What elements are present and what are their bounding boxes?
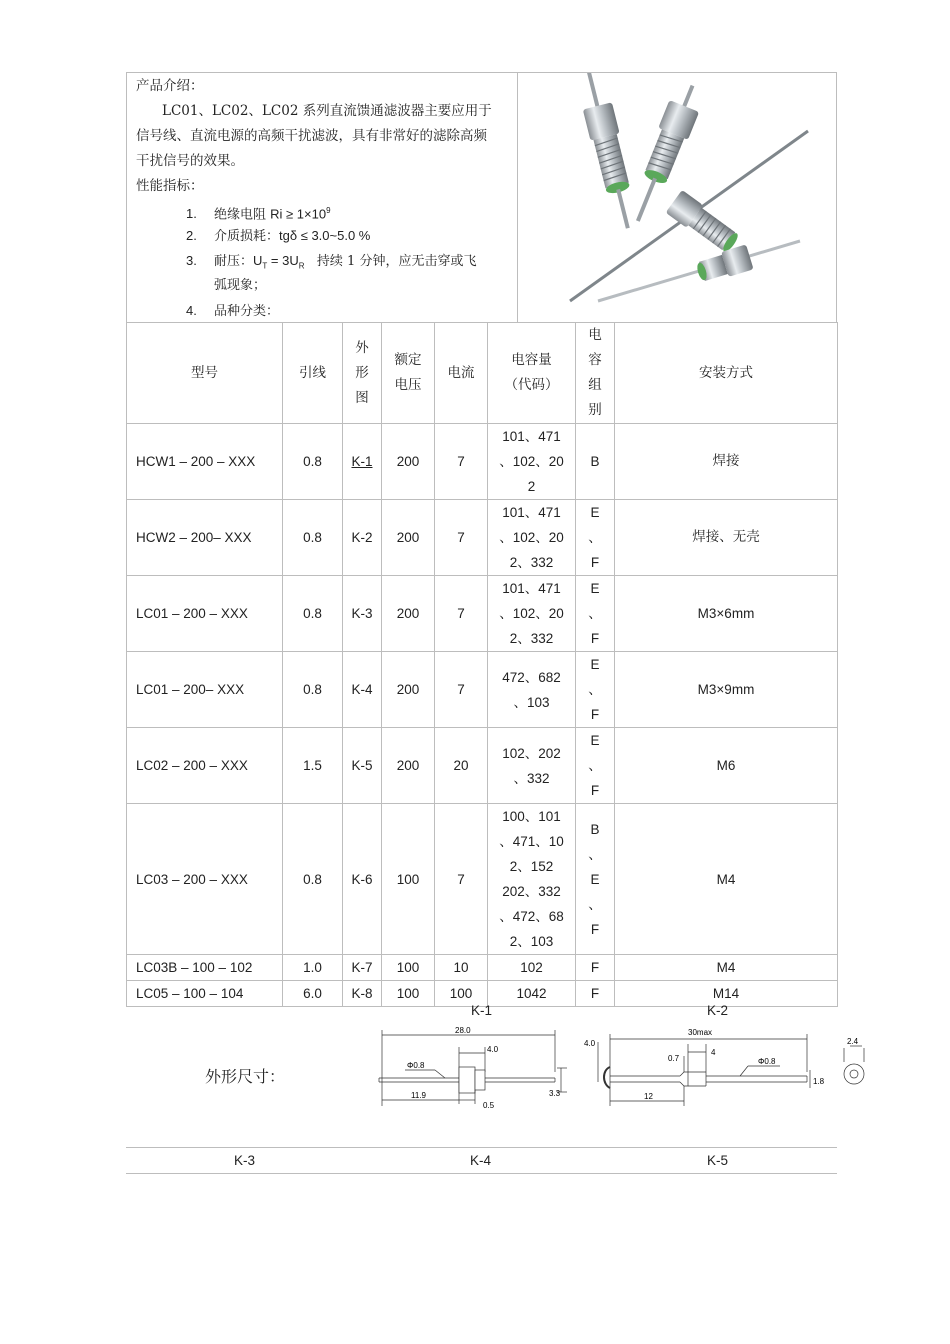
cell-model: LC01 – 200 – XXX [127, 576, 283, 652]
k5-caption: K-5 [707, 1153, 729, 1168]
cell-lead: 1.5 [283, 728, 343, 804]
spec-item-2: 2. 介质损耗：tgδ ≤ 3.0~5.0 % [186, 228, 371, 244]
header-lead: 引线 [283, 323, 343, 424]
table-row [127, 424, 838, 500]
k1-drawing [375, 1022, 575, 1112]
bottom-row-bottom-rule [126, 1173, 837, 1174]
cell-mount: M6 [615, 728, 838, 804]
cell-lead: 0.8 [283, 576, 343, 652]
cell-mount: M4 [615, 955, 838, 981]
intro-desc-line3: 干扰信号的效果。 [136, 153, 244, 169]
cell-mount: M3×6mm [615, 576, 838, 652]
intro-heading: 产品介绍： [136, 78, 204, 94]
cell-group: F [576, 981, 615, 1007]
k2-lead-diameter: Φ0.8 [758, 1057, 776, 1066]
k2-right-height: 1.8 [813, 1077, 825, 1086]
cell-capacitance: 472、682 、103 [488, 652, 576, 728]
cell-voltage: 200 [382, 728, 435, 804]
cell-shape: K-2 [343, 500, 382, 576]
cell-capacitance: 102 [488, 955, 576, 981]
table-row [127, 576, 838, 652]
cell-current: 7 [435, 576, 488, 652]
cell-voltage: 100 [382, 981, 435, 1007]
k1-gap: 0.5 [483, 1101, 495, 1110]
cell-model: LC02 – 200 – XXX [127, 728, 283, 804]
cell-shape: K-5 [343, 728, 382, 804]
k2-left-height: 4.0 [584, 1039, 596, 1048]
cell-voltage: 100 [382, 955, 435, 981]
cell-shape: K-8 [343, 981, 382, 1007]
cell-capacitance: 101、471 、102、20 2 [488, 424, 576, 500]
cell-capacitance: 1042 [488, 981, 576, 1007]
k3-caption: K-3 [234, 1153, 256, 1168]
cell-voltage: 200 [382, 424, 435, 500]
k2-dim-b: 4 [711, 1048, 716, 1057]
header-voltage: 额定 电压 [382, 323, 435, 424]
cell-voltage: 200 [382, 500, 435, 576]
cell-mount: 焊接、无壳 [615, 500, 838, 576]
cell-current: 7 [435, 500, 488, 576]
k2-dim-a: 0.7 [668, 1054, 680, 1063]
cell-lead: 0.8 [283, 424, 343, 500]
cell-capacitance: 100、101 、471、10 2、152 202、332 、472、68 2、103 [488, 804, 576, 955]
cell-lead: 0.8 [283, 652, 343, 728]
cell-model: LC03 – 200 – XXX [127, 804, 283, 955]
k2-lead-length: 12 [644, 1092, 653, 1101]
cell-current: 100 [435, 981, 488, 1007]
k1-height: 3.3 [549, 1089, 561, 1098]
table-row [127, 652, 838, 728]
spec-item-1: 1. 绝缘电阻 $Ri \ge 1\times 10^9$ [186, 206, 331, 223]
spec-item-3: 3. 耐压：$U_T = 3U_R$ 持续 1 分钟，应无击穿或飞 [186, 253, 477, 271]
k1-total-length: 28.0 [455, 1026, 471, 1035]
k1-lead-diameter: Φ0.8 [407, 1061, 425, 1070]
filter-part-1 [574, 73, 643, 232]
frame-left [126, 72, 127, 322]
spec-item-4: 4. 品种分类： [186, 303, 280, 319]
cell-voltage: 200 [382, 652, 435, 728]
bottom-row-top-rule [126, 1147, 837, 1148]
spec-item-3-cont: 弧现象； [214, 278, 267, 293]
intro-desc-line2: 信号线、直流电源的高频干扰滤波，具有非常好的滤除高频 [136, 128, 487, 144]
cell-shape: K-6 [343, 804, 382, 955]
cell-current: 10 [435, 955, 488, 981]
cell-voltage: 200 [382, 576, 435, 652]
header-group: 电 容 组 别 [576, 323, 615, 424]
cell-group: E 、 F [576, 576, 615, 652]
cell-model: LC03B – 100 – 102 [127, 955, 283, 981]
table-row [127, 955, 838, 981]
table-header-row [127, 323, 838, 424]
cell-lead: 6.0 [283, 981, 343, 1007]
k1-body-length: 4.0 [487, 1045, 499, 1054]
cell-group: E 、 F [576, 500, 615, 576]
cell-current: 7 [435, 652, 488, 728]
cell-shape: K-7 [343, 955, 382, 981]
dimensions-title: 外形尺寸： [205, 1067, 286, 1086]
cell-model: LC01 – 200– XXX [127, 652, 283, 728]
cell-group: B 、 E 、 F [576, 804, 615, 955]
product-photo [518, 73, 836, 321]
cell-mount: M4 [615, 804, 838, 955]
cell-shape: K-1 [343, 424, 382, 500]
header-mount: 安装方式 [615, 323, 838, 424]
cell-group: B [576, 424, 615, 500]
product-table [126, 322, 838, 1007]
k1-caption: K-1 [471, 1003, 493, 1018]
cell-mount: M3×9mm [615, 652, 838, 728]
cell-capacitance: 101、471 、102、20 2、332 [488, 500, 576, 576]
cell-mount: M14 [615, 981, 838, 1007]
table-row [127, 728, 838, 804]
cell-capacitance: 101、471 、102、20 2、332 [488, 576, 576, 652]
cell-mount: 焊接 [615, 424, 838, 500]
cell-lead: 0.8 [283, 804, 343, 955]
k2-total-length: 30max [688, 1028, 713, 1037]
cell-current: 20 [435, 728, 488, 804]
cell-group: E 、 F [576, 652, 615, 728]
cell-shape: K-4 [343, 652, 382, 728]
performance-heading: 性能指标： [136, 178, 204, 194]
cell-lead: 1.0 [283, 955, 343, 981]
intro-desc-line1: LC01、LC02、LC02 系列直流馈通滤波器主要应用于 [162, 103, 492, 119]
header-current: 电流 [435, 323, 488, 424]
cell-shape: K-3 [343, 576, 382, 652]
table-row [127, 804, 838, 955]
cell-current: 7 [435, 804, 488, 955]
header-shape: 外 形 图 [343, 323, 382, 424]
cell-group: F [576, 955, 615, 981]
k1-lead-length: 11.9 [411, 1091, 426, 1100]
k2-end-width: 2.4 [847, 1037, 859, 1046]
cell-voltage: 100 [382, 804, 435, 955]
cell-lead: 0.8 [283, 500, 343, 576]
cell-model: LC05 – 100 – 104 [127, 981, 283, 1007]
k2-drawing [580, 1022, 870, 1112]
cell-current: 7 [435, 424, 488, 500]
filter-part-4 [598, 241, 800, 301]
cell-model: HCW1 – 200 – XXX [127, 424, 283, 500]
header-capacitance: 电容量 （代码） [488, 323, 576, 424]
k2-caption: K-2 [707, 1003, 729, 1018]
cell-capacitance: 102、202 、332 [488, 728, 576, 804]
cell-model: HCW2 – 200– XXX [127, 500, 283, 576]
k4-caption: K-4 [470, 1153, 492, 1168]
table-row [127, 500, 838, 576]
cell-group: E 、 F [576, 728, 615, 804]
frame-right [836, 72, 837, 322]
intro-block [136, 74, 514, 199]
header-model: 型号 [127, 323, 283, 424]
